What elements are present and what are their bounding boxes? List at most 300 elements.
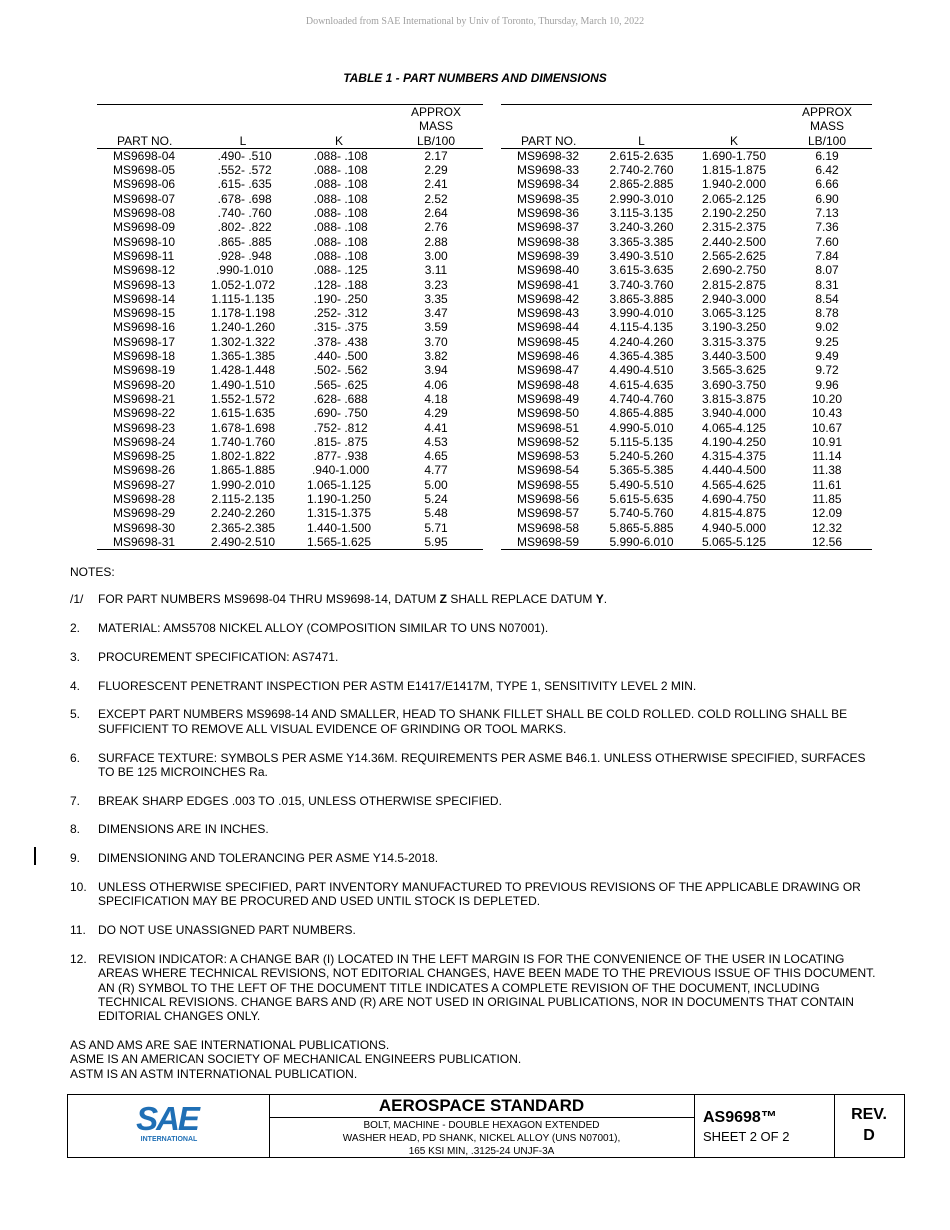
mass-cell: 3.70 (424, 334, 448, 349)
part-number-cell: MS9698-47 (517, 363, 580, 378)
l-cell: 4.990-5.010 (609, 420, 674, 435)
mass-cell: 3.00 (424, 248, 448, 263)
note-text: UNLESS OTHERWISE SPECIFIED, PART INVENTORY MANUFACTURED TO PREVIOUS REVISIONS OF THE APPLICABLE DRAWING OR SPECIFICATION MAY BE PROCURED AND USED UNTIL STOCK IS DEPLETED. (98, 880, 861, 909)
table-row (97, 378, 483, 392)
k-cell: 2.940-3.000 (701, 291, 767, 306)
l-cell: 2.115-2.135 (211, 492, 275, 507)
part-number-cell: MS9698-29 (113, 506, 176, 521)
part-number-cell: MS9698-50 (517, 406, 580, 421)
part-number-cell: MS9698-42 (517, 291, 580, 306)
l-cell: .865- .885 (214, 234, 272, 249)
note-number: 3. (70, 649, 81, 664)
mass-cell: 7.84 (815, 248, 839, 263)
k-cell: 3.940-4.000 (701, 406, 767, 421)
k-cell: .565- .625 (310, 377, 368, 392)
change-bar (34, 847, 36, 865)
mass-cell: 6.66 (815, 177, 839, 192)
l-cell: 5.240-5.260 (609, 449, 674, 464)
part-number-cell: MS9698-38 (517, 234, 580, 249)
part-number-cell: MS9698-17 (113, 334, 176, 349)
table-row (97, 535, 483, 550)
part-number-cell: MS9698-58 (517, 520, 580, 535)
mass-cell: 2.41 (424, 177, 448, 192)
table-row (97, 492, 483, 506)
mass-cell: 7.60 (815, 234, 839, 249)
k-cell: 1.065-1.125 (306, 477, 372, 492)
k-cell: 4.940-5.000 (701, 520, 767, 535)
doc-number: AS9698™ (703, 1109, 777, 1126)
part-number-cell: MS9698-48 (517, 377, 580, 392)
mass-cell: 9.25 (815, 334, 839, 349)
k-cell: 1.815-1.875 (701, 163, 767, 178)
l-cell: 1.302-1.322 (210, 334, 276, 349)
mass-cell: 3.59 (424, 320, 448, 335)
part-number-cell: MS9698-14 (113, 291, 176, 306)
k-cell: 4.315-4.375 (701, 449, 767, 464)
k-cell: .877- .938 (310, 449, 368, 464)
part-description (269, 1118, 694, 1158)
note-number: 12. (70, 951, 87, 966)
part-number-cell: MS9698-53 (517, 449, 580, 464)
k-cell: 2.190-2.250 (701, 206, 767, 221)
title-section (269, 1095, 695, 1157)
notes-list (70, 621, 880, 1023)
part-number-cell: MS9698-32 (517, 148, 580, 163)
l-cell: 2.865-2.885 (609, 177, 674, 192)
table-row (97, 506, 483, 520)
k-cell: .378- .438 (310, 334, 368, 349)
table-row (97, 263, 483, 277)
mass-cell: 3.11 (424, 263, 448, 278)
note-item (70, 751, 880, 780)
table-row (501, 378, 872, 392)
table-row (501, 421, 872, 435)
k-cell: .128- .188 (310, 277, 368, 292)
l-cell: 1.740-1.760 (210, 434, 276, 449)
table-row (97, 192, 483, 206)
table-row (501, 278, 872, 292)
part-number-cell: MS9698-33 (517, 163, 580, 178)
mass-cell: 4.41 (424, 420, 448, 435)
note-text (98, 592, 880, 606)
l-cell: 5.365-5.385 (609, 463, 674, 478)
l-cell: 1.490-1.510 (210, 377, 276, 392)
mass-header-line2: MASS (809, 119, 844, 134)
k-cell: 3.565-3.625 (701, 363, 767, 378)
k-cell: .088- .108 (310, 163, 368, 178)
part-number-cell: MS9698-24 (113, 434, 176, 449)
col-header-l: L (197, 105, 289, 149)
k-cell: .628- .688 (310, 391, 368, 406)
datum-y: Y (595, 592, 604, 607)
notes-heading: NOTES: (70, 565, 115, 579)
mass-cell: 11.38 (812, 463, 842, 478)
note-number: /1/ (70, 592, 84, 607)
k-cell: 1.315-1.375 (306, 506, 372, 521)
desc-line: 165 KSI MIN, .3125-24 UNJF-3A (408, 1146, 555, 1157)
note-text: SURFACE TEXTURE: SYMBOLS PER ASME Y14.36M. REQUIREMENTS PER ASME B46.1. UNLESS OTHERWISE SPECIFIED, SURFACES TO BE 125 MICROINCHES Ra. (98, 750, 866, 779)
mass-cell: 11.14 (812, 449, 842, 464)
col-header-k: K (289, 105, 389, 149)
mass-cell: 12.56 (782, 535, 872, 550)
part-number-cell: MS9698-46 (517, 349, 580, 364)
col-header-mass (389, 105, 483, 149)
table-row (501, 349, 872, 363)
k-cell: 3.315-3.375 (701, 334, 767, 349)
note-item (70, 880, 880, 909)
table-row (97, 177, 483, 191)
l-cell: 2.365-2.385 (210, 520, 276, 535)
k-cell: 3.190-3.250 (701, 320, 767, 335)
mass-cell: 2.52 (424, 191, 448, 206)
mass-header-line1: APPROX (410, 105, 461, 119)
table-row (97, 235, 483, 249)
k-cell: 1.190-1.250 (306, 492, 372, 507)
k-cell: 3.440-3.500 (701, 349, 767, 364)
mass-cell: 10.20 (811, 391, 843, 406)
note-item (70, 592, 880, 606)
publication-line: ASME IS AN AMERICAN SOCIETY OF MECHANICAL ENGINEERS PUBLICATION. (70, 1052, 522, 1067)
table-row (97, 421, 483, 435)
l-cell: .740- .760 (214, 206, 272, 221)
table-row (501, 163, 872, 177)
mass-header-line1: APPROX (801, 105, 852, 119)
l-cell: 5.115-5.135 (609, 434, 674, 449)
mass-cell: 5.00 (424, 477, 448, 492)
table-row (501, 335, 872, 349)
l-cell: 1.052-1.072 (210, 277, 276, 292)
sae-logo (68, 1095, 270, 1157)
k-cell: 4.690-4.750 (701, 492, 767, 507)
col-header-l: L (597, 105, 686, 149)
table-row (97, 249, 483, 263)
note-number: 4. (70, 678, 81, 693)
mass-cell: 7.36 (815, 220, 839, 235)
k-cell: .088- .125 (310, 263, 368, 278)
table-row (97, 220, 483, 234)
table-row (97, 521, 483, 535)
note-item (70, 707, 880, 736)
k-cell: .088- .108 (310, 191, 368, 206)
l-cell: 4.740-4.760 (609, 391, 674, 406)
part-number-cell: MS9698-52 (517, 434, 580, 449)
table-row (501, 392, 872, 406)
l-cell: 5.865-5.885 (609, 520, 674, 535)
l-cell: 2.490-2.510 (197, 535, 289, 550)
k-cell: 5.065-5.125 (686, 535, 782, 550)
table-row (97, 478, 483, 492)
mass-cell: 12.32 (811, 520, 843, 535)
part-number-cell: MS9698-51 (517, 420, 580, 435)
table-row (501, 306, 872, 320)
k-cell: 4.190-4.250 (701, 434, 767, 449)
part-number-cell: MS9698-12 (113, 263, 176, 278)
table-row (97, 349, 483, 363)
table-row (97, 363, 483, 377)
l-cell: .615- .635 (214, 177, 272, 192)
mass-cell: 8.78 (815, 306, 839, 321)
part-number-cell: MS9698-39 (517, 248, 580, 263)
part-number-cell: MS9698-59 (501, 535, 597, 550)
l-cell: 1.865-1.885 (210, 463, 276, 478)
mass-cell: 4.18 (424, 391, 448, 406)
note-number: 9. (70, 851, 81, 866)
k-cell: 1.940-2.000 (701, 177, 767, 192)
l-cell: .678- .698 (214, 191, 272, 206)
part-number-cell: MS9698-07 (113, 191, 176, 206)
note-item (70, 650, 880, 664)
mass-cell: 3.94 (424, 363, 448, 378)
mass-cell: 5.48 (424, 506, 448, 521)
part-number-cell: MS9698-35 (517, 191, 580, 206)
table-row (97, 163, 483, 177)
note-text: REVISION INDICATOR: A CHANGE BAR (I) LOCATED IN THE LEFT MARGIN IS FOR THE CONVENIENCE OF THE USER IN LOCATING AREAS WHERE TECHNICAL REVISIONS, NOT EDITORIAL CHANGES, HAVE BEEN MADE TO THE PREVIOUS ISSUE OF THIS DOCUMENT. AN (R) SYMBOL TO THE LEFT OF THE DOCUMENT TITLE INDICATES A COMPLETE REVISION OF THE DOCUMENT, INCLUDING TECHNICAL REVISIONS. CHANGE BARS AND (R) ARE NOT USED IN ORIGINAL PUBLICATIONS, NOR IN DOCUMENTS THAT CONTAIN EDITORIAL CHANGES ONLY. (98, 951, 876, 1024)
mass-cell: 2.76 (424, 220, 448, 235)
l-cell: 5.990-6.010 (597, 535, 686, 550)
k-cell: .088- .108 (310, 148, 368, 163)
part-number-cell: MS9698-55 (517, 477, 580, 492)
mass-cell: 4.06 (424, 377, 448, 392)
part-number-cell: MS9698-13 (113, 277, 176, 292)
part-number-cell: MS9698-09 (113, 220, 176, 235)
table-row (97, 392, 483, 406)
mass-cell: 9.72 (815, 363, 839, 378)
part-number-cell: MS9698-23 (113, 420, 176, 435)
l-cell: 4.115-4.135 (609, 320, 674, 335)
l-cell: 3.240-3.260 (609, 220, 674, 235)
col-header-mass (782, 105, 872, 149)
l-cell: .552- .572 (214, 163, 272, 178)
l-cell: 3.740-3.760 (609, 277, 674, 292)
revision-section (834, 1095, 904, 1157)
table-row (97, 435, 483, 449)
k-cell: .252- .312 (310, 306, 368, 321)
k-cell: .088- .108 (310, 220, 368, 235)
k-cell: 2.440-2.500 (701, 234, 767, 249)
part-table-left (97, 104, 483, 550)
l-cell: 1.615-1.635 (210, 406, 276, 421)
part-number-cell: MS9698-20 (113, 377, 176, 392)
part-number-cell: MS9698-08 (113, 206, 176, 221)
k-cell: .690- .750 (310, 406, 368, 421)
table-row (501, 263, 872, 277)
l-cell: 4.490-4.510 (609, 363, 674, 378)
table-row (501, 220, 872, 234)
part-number-cell: MS9698-22 (113, 406, 176, 421)
note-number: 7. (70, 793, 81, 808)
l-cell: 1.428-1.448 (210, 363, 276, 378)
desc-line: WASHER HEAD, PD SHANK, NICKEL ALLOY (UNS N07001), (342, 1133, 621, 1144)
table-row (501, 492, 872, 506)
table-row (501, 148, 872, 163)
logo-subtext: INTERNATIONAL (140, 1136, 198, 1143)
l-cell: 1.365-1.385 (210, 349, 276, 364)
l-cell: 1.178-1.198 (210, 306, 276, 321)
desc-line: BOLT, MACHINE - DOUBLE HEXAGON EXTENDED (363, 1120, 600, 1131)
publications (70, 1038, 880, 1081)
k-cell: 3.065-3.125 (701, 306, 767, 321)
table-row (501, 478, 872, 492)
l-cell: .490- .510 (214, 148, 272, 163)
k-cell: .190- .250 (310, 291, 368, 306)
mass-cell: 5.24 (424, 492, 448, 507)
l-cell: 4.865-4.885 (609, 406, 674, 421)
note1-pre: FOR PART NUMBERS MS9698-04 THRU MS9698-14, DATUM (98, 592, 440, 607)
note-number: 2. (70, 621, 81, 636)
part-number-cell: MS9698-34 (517, 177, 580, 192)
k-cell: 1.440-1.500 (306, 520, 372, 535)
k-cell: 3.815-3.875 (701, 391, 767, 406)
k-cell: 4.440-4.500 (701, 463, 767, 478)
part-number-cell: MS9698-06 (113, 177, 176, 192)
l-cell: 1.802-1.822 (210, 449, 276, 464)
mass-cell: 9.02 (815, 320, 839, 335)
note-text: BREAK SHARP EDGES .003 TO .015, UNLESS OTHERWISE SPECIFIED. (98, 793, 502, 808)
mass-cell: 10.67 (811, 420, 843, 435)
col-header-k: K (686, 105, 782, 149)
part-number-cell: MS9698-26 (113, 463, 176, 478)
l-cell: 1.678-1.698 (210, 420, 276, 435)
l-cell: 2.615-2.635 (609, 148, 674, 163)
table-row (97, 148, 483, 163)
l-cell: 3.990-4.010 (609, 306, 674, 321)
note-text: DO NOT USE UNASSIGNED PART NUMBERS. (98, 923, 356, 938)
mass-cell: 6.19 (815, 148, 839, 163)
l-cell: .928- .948 (214, 248, 272, 263)
table-row (97, 206, 483, 220)
part-number-cell: MS9698-49 (517, 391, 580, 406)
mass-cell: 12.09 (811, 506, 843, 521)
note-item (70, 952, 880, 1023)
table-row (501, 506, 872, 520)
k-cell: .502- .562 (310, 363, 368, 378)
mass-cell: 10.91 (811, 434, 843, 449)
l-cell: 3.365-3.385 (609, 234, 674, 249)
part-table-right (501, 104, 872, 550)
note-text: DIMENSIONING AND TOLERANCING PER ASME Y14.5-2018. (98, 851, 439, 866)
l-cell: 1.240-1.260 (210, 320, 276, 335)
k-cell: .315- .375 (310, 320, 368, 335)
part-number-cell: MS9698-31 (97, 535, 197, 550)
part-number-cell: MS9698-11 (113, 248, 175, 263)
table-row (501, 435, 872, 449)
mass-cell: 3.47 (424, 306, 448, 321)
table-row (501, 249, 872, 263)
k-cell: 1.565-1.625 (289, 535, 389, 550)
mass-header-line3: LB/100 (807, 133, 847, 148)
mass-cell: 9.96 (815, 377, 839, 392)
k-cell: .088- .108 (310, 248, 368, 263)
part-number-cell: MS9698-41 (517, 277, 580, 292)
l-cell: 5.490-5.510 (609, 477, 674, 492)
publication-line: AS AND AMS ARE SAE INTERNATIONAL PUBLICATIONS. (70, 1037, 390, 1052)
part-number-cell: MS9698-16 (113, 320, 176, 335)
k-cell: .440- .500 (310, 349, 368, 364)
table-row (97, 463, 483, 477)
col-header-part-no: PART NO. (97, 105, 197, 149)
mass-cell: 3.82 (424, 349, 448, 364)
k-cell: 1.690-1.750 (701, 148, 767, 163)
sheet-number: SHEET 2 OF 2 (703, 1129, 790, 1144)
part-number-cell: MS9698-15 (113, 306, 176, 321)
note1-post: . (603, 592, 608, 607)
mass-cell: 11.61 (812, 477, 842, 492)
table-row (501, 320, 872, 334)
note-item (70, 621, 880, 635)
l-cell: 4.365-4.385 (609, 349, 674, 364)
mass-cell: 3.35 (424, 291, 448, 306)
rev-value: D (863, 1127, 875, 1144)
mass-cell: 8.31 (815, 277, 839, 292)
note-item (70, 679, 880, 693)
k-cell: 2.815-2.875 (701, 277, 767, 292)
part-number-cell: MS9698-30 (113, 520, 176, 535)
mass-cell: 6.42 (815, 163, 839, 178)
mass-cell: 6.90 (815, 191, 839, 206)
mass-cell: 3.23 (424, 277, 448, 292)
part-number-cell: MS9698-56 (517, 492, 580, 507)
rev-label: REV. (851, 1106, 887, 1123)
l-cell: 5.740-5.760 (609, 506, 674, 521)
k-cell: 4.065-4.125 (701, 420, 767, 435)
mass-cell: 8.54 (815, 291, 839, 306)
k-cell: .088- .108 (310, 177, 368, 192)
mass-cell: 8.07 (815, 263, 839, 278)
l-cell: 5.615-5.635 (609, 492, 674, 507)
k-cell: .088- .108 (310, 234, 368, 249)
l-cell: 1.990-2.010 (210, 477, 276, 492)
mass-cell: 4.65 (424, 449, 448, 464)
table-row (501, 363, 872, 377)
k-cell: 2.065-2.125 (701, 191, 767, 206)
table-row (501, 449, 872, 463)
l-cell: .990-1.010 (212, 263, 274, 278)
part-number-cell: MS9698-21 (113, 391, 176, 406)
title-block (67, 1094, 905, 1158)
table-row (501, 406, 872, 420)
part-number-cell: MS9698-05 (113, 163, 176, 178)
k-cell: 2.565-2.625 (701, 248, 767, 263)
publication-line: ASTM IS AN ASTM INTERNATIONAL PUBLICATION. (70, 1066, 358, 1081)
l-cell: 2.990-3.010 (609, 191, 674, 206)
sae-logo-icon (136, 1101, 202, 1145)
k-cell: 2.690-2.750 (701, 263, 767, 278)
part-number-cell: MS9698-37 (517, 220, 580, 235)
part-number-cell: MS9698-28 (113, 492, 176, 507)
note-number: 6. (70, 750, 81, 765)
part-number-cell: MS9698-18 (113, 349, 176, 364)
part-number-cell: MS9698-45 (517, 334, 580, 349)
table-row (501, 177, 872, 191)
mass-cell: 5.71 (424, 520, 448, 535)
notes-section (70, 565, 880, 1081)
table-row (97, 306, 483, 320)
mass-cell: 4.29 (424, 406, 448, 421)
part-number-cell: MS9698-43 (517, 306, 580, 321)
mass-cell: 2.88 (424, 234, 448, 249)
mass-cell: 10.43 (811, 406, 843, 421)
table-row (97, 335, 483, 349)
table-row (501, 235, 872, 249)
table-row (501, 292, 872, 306)
k-cell: .088- .108 (310, 206, 368, 221)
k-cell: 4.815-4.875 (701, 506, 767, 521)
l-cell: 2.240-2.260 (210, 506, 276, 521)
table-row (97, 278, 483, 292)
l-cell: 3.615-3.635 (609, 263, 674, 278)
note-number: 5. (70, 707, 81, 722)
table-row (501, 535, 872, 550)
